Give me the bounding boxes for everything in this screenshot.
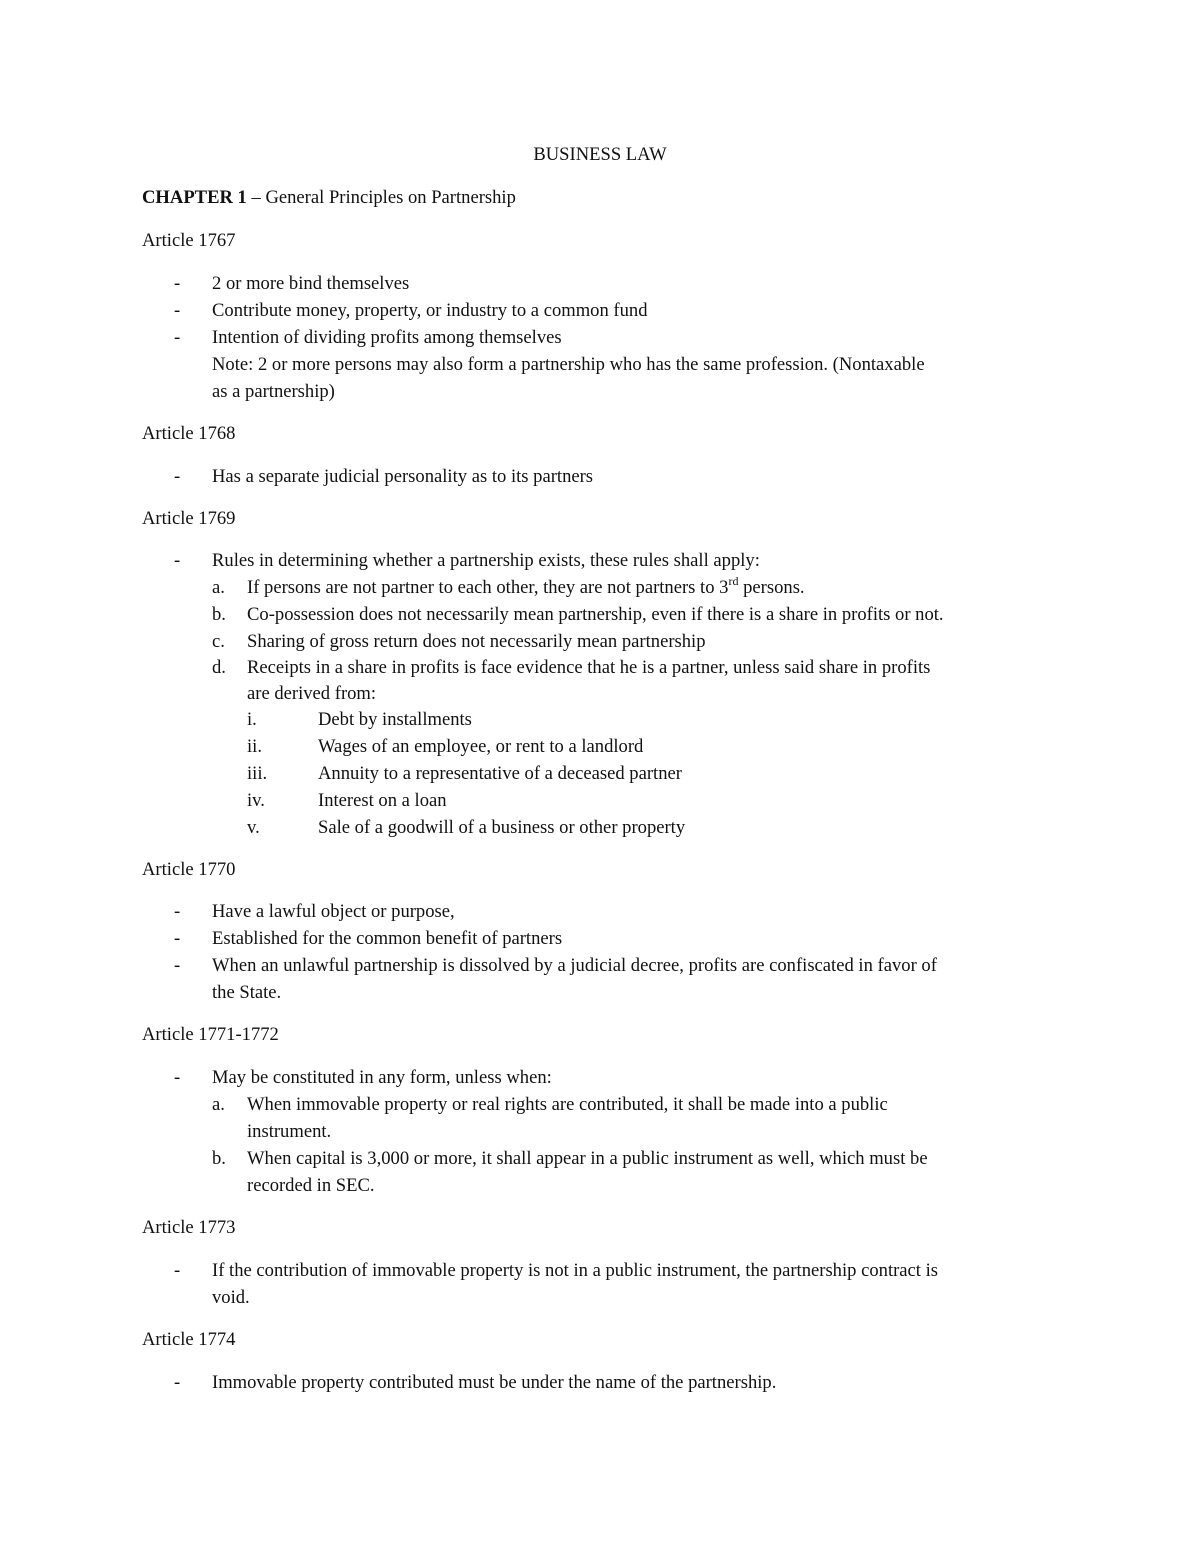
list-marker-d: d. (212, 657, 226, 678)
bullet-dash: - (174, 1260, 181, 1281)
article-1767-heading: Article 1767 (142, 230, 236, 251)
bullet-dash: - (174, 550, 181, 571)
roman-item: Sale of a goodwill of a business or other property (318, 817, 686, 838)
rule-a-text-end: persons. (738, 577, 805, 598)
bullet-dash: - (174, 466, 181, 487)
article-1767-item: 2 or more bind themselves (212, 273, 410, 294)
roman-marker: v. (247, 817, 260, 838)
article-1767-item: Intention of dividing profits among themselves (212, 327, 562, 348)
document-title: BUSINESS LAW (533, 144, 667, 165)
article-1773-heading: Article 1773 (142, 1217, 236, 1238)
article-1770-item: Have a lawful object or purpose, (212, 901, 455, 922)
article-1768-heading: Article 1768 (142, 423, 236, 444)
bullet-dash: - (174, 327, 181, 348)
article-1771-rule-b-continued: recorded in SEC. (247, 1175, 375, 1196)
article-1770-item: Established for the common benefit of partners (212, 928, 563, 949)
roman-marker: iii. (247, 763, 268, 784)
list-marker-a: a. (212, 577, 225, 598)
bullet-dash: - (174, 273, 181, 294)
article-1769-rule-d-continued: are derived from: (247, 683, 377, 704)
bullet-dash: - (174, 901, 181, 922)
article-1769-rule-d: Receipts in a share in profits is face evidence that he is a partner, unless said share in profits (247, 657, 931, 678)
article-1771-rule-a-continued: instrument. (247, 1121, 332, 1142)
article-1769-rule-b: Co-possession does not necessarily mean partnership, even if there is a share in profits or not. (247, 604, 944, 625)
article-1770-item: When an unlawful partnership is dissolved by a judicial decree, profits are confiscated in favor of (212, 955, 937, 976)
roman-item: Annuity to a representative of a deceased partner (318, 763, 682, 784)
roman-item: Wages of an employee, or rent to a landlord (318, 736, 644, 757)
roman-marker: i. (247, 709, 257, 730)
bullet-dash: - (174, 928, 181, 949)
bullet-dash: - (174, 955, 181, 976)
article-1774-item: Immovable property contributed must be under the name of the partnership. (212, 1372, 777, 1393)
chapter-label: CHAPTER 1 (142, 187, 247, 208)
list-marker-c: c. (212, 631, 225, 652)
chapter-heading (142, 185, 516, 211)
article-1768-item: Has a separate judicial personality as to its partners (212, 466, 594, 487)
article-1771-intro: May be constituted in any form, unless when: (212, 1067, 552, 1088)
article-1767-note-continued: as a partnership) (212, 381, 335, 402)
article-1770-heading: Article 1770 (142, 859, 236, 880)
article-1774-heading: Article 1774 (142, 1329, 236, 1350)
article-1771-rule-b: When capital is 3,000 or more, it shall appear in a public instrument as well, which must be (247, 1148, 928, 1169)
roman-marker: ii. (247, 736, 262, 757)
bullet-dash: - (174, 1372, 181, 1393)
list-marker-a: a. (212, 1094, 225, 1115)
article-1769-intro: Rules in determining whether a partnership exists, these rules shall apply: (212, 550, 760, 571)
roman-item: Debt by installments (318, 709, 472, 730)
article-1773-item: If the contribution of immovable property is not in a public instrument, the partnership contract is (212, 1260, 939, 1281)
bullet-dash: - (174, 1067, 181, 1088)
roman-marker: iv. (247, 790, 265, 811)
article-1773-item-continued: void. (212, 1287, 250, 1308)
article-1769-rule-a (247, 575, 805, 601)
list-marker-b: b. (212, 604, 226, 625)
article-1771-rule-a: When immovable property or real rights are contributed, it shall be made into a public (247, 1094, 888, 1115)
rule-a-text: If persons are not partner to each other, they are not partners to 3 (247, 577, 729, 598)
article-1767-item: Contribute money, property, or industry to a common fund (212, 300, 648, 321)
article-1769-heading: Article 1769 (142, 508, 236, 529)
bullet-dash: - (174, 300, 181, 321)
chapter-title: General Principles on Partnership (265, 187, 516, 208)
ordinal-superscript: rd (728, 573, 739, 588)
article-1770-item-continued: the State. (212, 982, 282, 1003)
list-marker-b: b. (212, 1148, 226, 1169)
article-1771-heading: Article 1771-1772 (142, 1024, 279, 1045)
roman-item: Interest on a loan (318, 790, 447, 811)
article-1767-note: Note: 2 or more persons may also form a partnership who has the same profession. (Nontaxable (212, 354, 925, 375)
chapter-separator: – (246, 187, 266, 208)
article-1769-rule-c: Sharing of gross return does not necessarily mean partnership (247, 631, 706, 652)
